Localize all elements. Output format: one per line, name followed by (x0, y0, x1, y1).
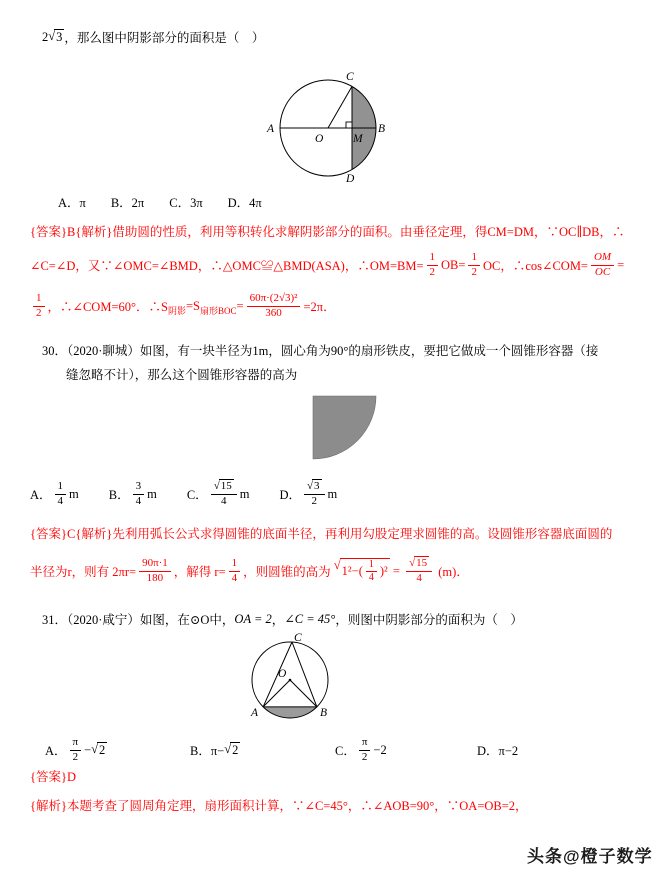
choice-c (335, 733, 387, 767)
fraction (211, 479, 237, 509)
fraction-numerator: π (359, 736, 371, 751)
fraction-numerator: 90π·1 (139, 557, 171, 572)
p30-choices (30, 478, 367, 510)
fraction-numerator: 1 (55, 480, 67, 495)
fraction-denominator: 360 (265, 306, 282, 319)
p29-analysis-line2 (30, 250, 624, 280)
fraction (359, 736, 371, 765)
center-point (289, 679, 292, 682)
fraction (139, 557, 171, 586)
choice-a (45, 733, 107, 767)
chord-CB (292, 642, 317, 707)
label-D: D (346, 173, 355, 185)
p29-stem-coef: 2 (42, 29, 49, 44)
p30-analysis-line1 (30, 524, 612, 542)
fraction-numerator: π (70, 736, 82, 751)
choice-label: C． (186, 488, 208, 502)
p29-choices: A．π B．2π C．3π D．4π (58, 196, 262, 210)
fraction-denominator: 180 (146, 571, 164, 584)
label-O: O (315, 133, 324, 145)
analysis-text: 半径为r，则有 2πr= (30, 565, 137, 579)
analysis-text: = (389, 563, 404, 578)
p29-stem (42, 28, 264, 46)
choice-b (109, 480, 157, 509)
p30-stem-line1: 30．（2020·聊城）如图，有一块半径为1m，圆心角为90°的扇形铁皮，要把它做成一个圆锥形容器（接 (42, 344, 599, 358)
choice-label: A． (45, 744, 67, 758)
sqrt-expression (48, 29, 64, 45)
analysis-text: {答案}C{解析}先利用弧长公式求得圆锥的底面半径，再利用勾股定理求圆锥的高。设圆锥形容器底面圆的 (30, 527, 613, 541)
analysis-text: =S (185, 298, 200, 313)
minus-sign: − (84, 742, 92, 757)
radicand: 3 (56, 30, 63, 44)
p29-analysis-line3 (30, 286, 336, 326)
sqrt-expression (224, 742, 240, 758)
choice-unit: m (239, 486, 250, 501)
fraction (591, 251, 614, 280)
radicand: 2 (99, 743, 106, 757)
fraction-numerator: 1 (33, 292, 45, 307)
fraction (247, 292, 301, 321)
fraction (304, 479, 325, 509)
p30-figure (311, 394, 379, 462)
fraction-numerator (304, 479, 325, 495)
choice-c (187, 479, 250, 509)
fraction-numerator: 1 (229, 557, 241, 572)
radicand: 2 (232, 743, 239, 757)
analysis-text: OC，∴cos∠COM= (482, 259, 588, 273)
fraction-numerator (406, 556, 432, 572)
watermark: 头条@橙子数学 (527, 847, 653, 866)
subscript: 阴影 (167, 305, 186, 316)
choice-label: D． (279, 488, 301, 502)
radicand: 3 (314, 480, 320, 493)
radius-OA (263, 680, 290, 707)
fraction (427, 251, 439, 280)
p30-stem-line2: 缝忽略不计），那么这个圆锥形容器的高为 (66, 368, 298, 382)
choice-label: A． (30, 488, 52, 502)
fraction-numerator: 60π·(2√3)² (247, 292, 301, 307)
fraction-numerator (211, 479, 237, 495)
p31-answer: {答案}D (30, 770, 77, 784)
radical-sign: √ (333, 557, 341, 572)
p29-stem-text: ，那么图中阴影部分的面积是（ ） (64, 31, 265, 45)
analysis-text: ，则圆锥的高为 (243, 565, 334, 579)
analysis-text: = (236, 298, 244, 313)
math-expression: OA = 2 (234, 611, 272, 626)
radicand-text: 1²−( (341, 564, 363, 578)
analysis-text: OB= (441, 257, 466, 272)
p31-stem-text: ， (271, 613, 285, 627)
p30-analysis-line2 (30, 552, 469, 590)
fraction-denominator: 2 (36, 306, 42, 319)
fraction-denominator: OC (594, 265, 611, 278)
label-O: O (278, 668, 287, 680)
choice-text: −2 (373, 742, 387, 757)
fraction-numerator: 3 (133, 480, 145, 495)
label-C: C (346, 71, 354, 83)
radicand: 15 (416, 557, 428, 570)
label-B: B (378, 123, 386, 135)
radical-sign: √ (307, 480, 314, 493)
analysis-text: ，∴∠COM=60°．∴S (47, 300, 168, 314)
math-expression: ∠C = 45° (284, 612, 336, 626)
fraction (33, 292, 45, 321)
choice-label: B． (108, 488, 130, 502)
fraction-numerator: 1 (366, 559, 377, 573)
fraction-denominator: 2 (429, 265, 436, 278)
fraction-denominator: 2 (471, 265, 477, 278)
fraction-denominator: 4 (231, 571, 238, 584)
p31-stem-text: 31．（2020·咸宁）如图，在⊙O中， (42, 613, 235, 627)
radicand: 15 (220, 480, 232, 493)
radical-sign: √ (48, 29, 56, 43)
p29-analysis-line1 (30, 222, 624, 240)
fraction-numerator: 1 (427, 251, 439, 266)
radicand (340, 558, 390, 585)
fraction (366, 559, 377, 585)
p31-analysis: {解析}本题考查了圆周角定理，扇形面积计算，∵∠C=45°，∴∠AOB=90°，∵OA=OB=2， (30, 799, 528, 813)
choice-d (279, 479, 337, 509)
choice-label: B．π− (190, 744, 225, 758)
radical-sign: √ (213, 480, 220, 493)
fraction-denominator: 4 (368, 572, 374, 583)
radical-sign: √ (409, 557, 416, 570)
analysis-text: (m)． (435, 565, 469, 579)
fraction (133, 480, 145, 509)
fraction-denominator: 4 (57, 494, 64, 507)
fraction-denominator: 2 (72, 750, 79, 763)
p31-stem (42, 610, 523, 628)
radical-sign: √ (91, 742, 99, 756)
fraction-denominator: 4 (416, 572, 422, 584)
choice-label: D．π−2 (477, 744, 519, 758)
radius-OB (290, 680, 317, 707)
shaded-sector (313, 396, 376, 459)
choice-a (30, 480, 79, 509)
label-B: B (320, 707, 328, 719)
choice-label: C． (335, 744, 356, 758)
label-A: A (267, 123, 275, 135)
p29-figure (266, 64, 398, 186)
fraction (70, 736, 82, 765)
sqrt-expression (91, 742, 107, 758)
fraction-denominator: 4 (135, 494, 142, 507)
subscript: 扇形BOC (199, 305, 237, 316)
fraction-denominator: 2 (361, 750, 368, 763)
fraction-numerator: OM (591, 251, 614, 266)
analysis-text: = (617, 257, 625, 272)
sqrt-expression (334, 558, 390, 585)
analysis-text: {答案}B{解析}借助圆的性质，利用等积转化求解阴影部分的面积。由垂径定理，得CM=DM，∵OC∥DB，∴ (30, 225, 625, 239)
fraction (55, 480, 67, 509)
label-M: M (353, 133, 363, 145)
choice-unit: m (327, 486, 338, 501)
right-angle-mark (346, 122, 352, 128)
p31-choices (0, 733, 665, 767)
choice-unit: m (69, 486, 79, 501)
fraction-denominator: 2 (311, 495, 318, 507)
p31-figure (242, 632, 338, 728)
analysis-text: =2π． (303, 300, 336, 314)
choice-b (190, 733, 240, 767)
analysis-text: ∠C=∠D，又∵∠OMC=∠BMD，∴△OMC≌△BMD(ASA)，∴OM=BM= (30, 259, 424, 273)
p31-stem-text: ，则图中阴影部分的面积为（ ） (335, 613, 523, 627)
choice-d (477, 733, 518, 767)
label-C: C (294, 632, 302, 644)
fraction-denominator: 4 (220, 495, 227, 507)
radical-sign: √ (224, 742, 232, 756)
fraction (229, 557, 241, 586)
label-A: A (251, 707, 259, 719)
fraction (468, 251, 480, 280)
fraction (406, 556, 432, 586)
fraction-numerator: 1 (468, 251, 480, 266)
analysis-text: ，解得 r= (173, 565, 226, 579)
choice-unit: m (147, 486, 157, 501)
radicand-text: )² (379, 564, 388, 578)
